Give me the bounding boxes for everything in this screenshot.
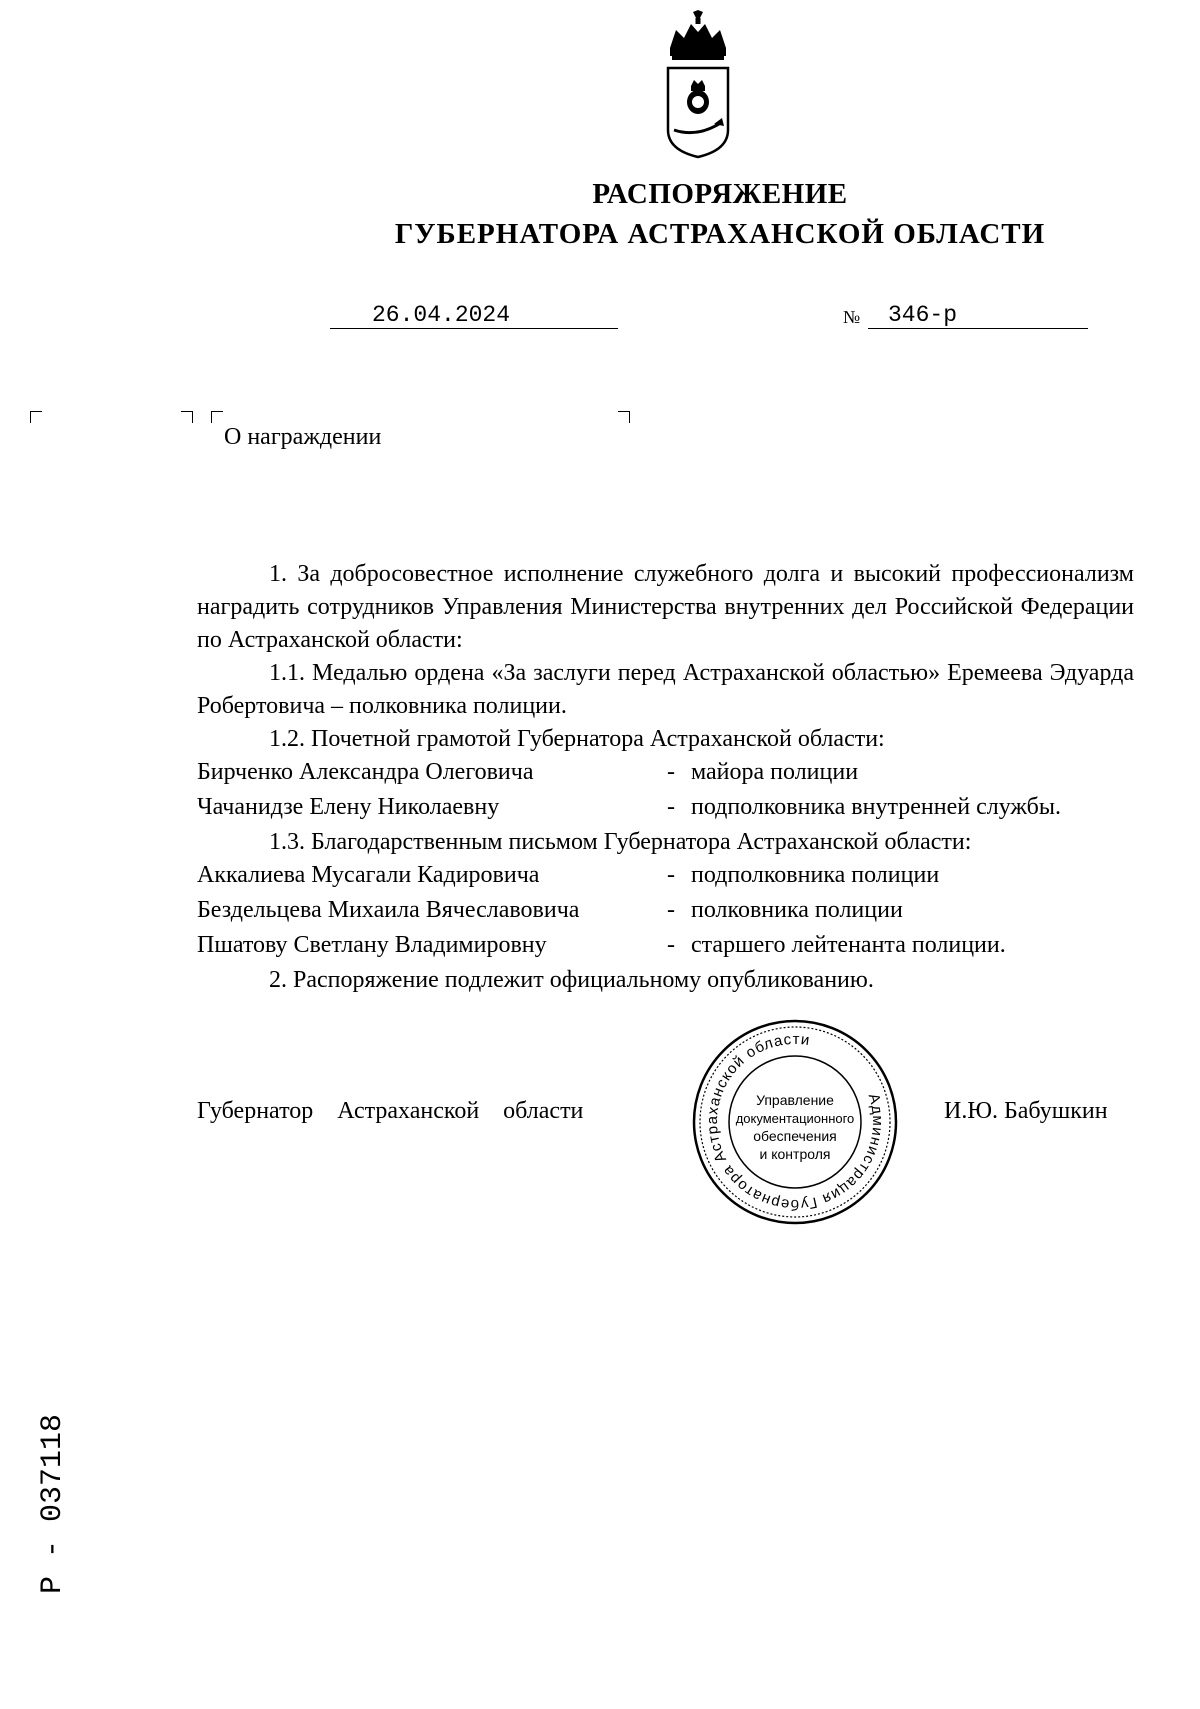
dash: - <box>667 862 675 888</box>
date-underline <box>330 328 618 329</box>
awardee-name: Бирченко Александра Олеговича <box>197 759 534 785</box>
awardee-rank: полковника полиции <box>691 897 903 923</box>
corner-mark <box>211 411 223 423</box>
list-item <box>197 857 1134 894</box>
coat-of-arms-icon <box>658 10 738 160</box>
list-item <box>197 789 1134 826</box>
awardee-name: Пшатову Светлану Владимировну <box>197 932 547 958</box>
seal-center-line: и контроля <box>759 1146 831 1162</box>
document-subject: О награждении <box>224 424 382 450</box>
signatory-name: И.Ю. Бабушкин <box>944 1098 1108 1124</box>
awardee-rank: подполковника внутренней службы. <box>691 794 1061 820</box>
corner-mark <box>618 411 630 423</box>
dash: - <box>667 897 675 923</box>
awardee-rank: майора полиции <box>691 759 859 785</box>
list-item <box>197 892 1134 929</box>
awardee-name: Бездельцева Михаила Вячеславовича <box>197 897 580 923</box>
seal-center-line: документационного <box>735 1111 855 1126</box>
list-item <box>197 927 1134 964</box>
document-issuer: ГУБЕРНАТОРА АСТРАХАНСКОЙ ОБЛАСТИ <box>394 218 1046 250</box>
seal-center-line: Управление <box>756 1092 834 1108</box>
document-title: РАСПОРЯЖЕНИЕ <box>592 178 848 210</box>
awardee-name: Чачанидзе Елену Николаевну <box>197 794 500 820</box>
paragraph-2: 2. Распоряжение подлежит официальному опубликованию. <box>269 967 874 993</box>
corner-mark <box>30 411 42 423</box>
paragraph-1-2: 1.2. Почетной грамотой Губернатора Астраханской области: <box>269 726 885 752</box>
document-body <box>197 558 1134 997</box>
dash: - <box>667 932 675 958</box>
registration-number-text: Р - 037118 <box>36 1413 70 1594</box>
seal-center-line: обеспечения <box>753 1128 837 1144</box>
document-date: 26.04.2024 <box>372 302 511 328</box>
registration-number <box>18 1368 78 1598</box>
paragraph-1-3: 1.3. Благодарственным письмом Губернатора Астраханской области: <box>269 829 972 855</box>
awardee-rank: подполковника полиции <box>691 862 940 888</box>
official-seal <box>690 1017 900 1227</box>
seal-ring-text: Администрация Губернатора Астраханской области <box>703 1030 887 1214</box>
paragraph-1-1: 1.1. Медалью ордена «За заслуги перед Астраханской областью» Еремеева Эдуарда Робертовича – полковника полиции. <box>197 660 1134 719</box>
corner-mark <box>181 411 193 423</box>
list-item <box>197 754 1134 791</box>
document-number: 346-р <box>888 302 958 328</box>
number-sign: № <box>843 307 861 327</box>
number-underline <box>868 328 1088 329</box>
signatory-position: Губернатор Астраханской области <box>197 1098 584 1124</box>
awardee-name: Аккалиева Мусагали Кадировича <box>197 862 540 888</box>
paragraph-1: 1. За добросовестное исполнение служебного долга и высокий профессионализм наградить сотрудников Управления Министерства внутренних дел Российской Федерации по Астраханской области: <box>197 561 1134 653</box>
dash: - <box>667 794 675 820</box>
dash: - <box>667 759 675 785</box>
awardee-rank: старшего лейтенанта полиции. <box>691 932 1006 958</box>
